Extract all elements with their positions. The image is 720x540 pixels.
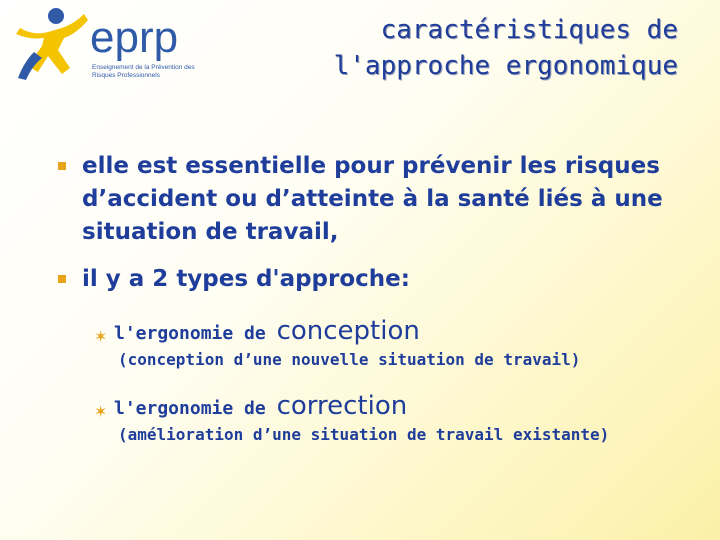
slide-title [334,12,678,84]
subbullet-detail: (conception d’une nouvelle situation de travail) [118,350,581,369]
subbullet-detail: (amélioration d’une situation de travail existante) [118,425,610,444]
star-bullet-icon: ✶ [94,402,108,421]
bullet-item [56,263,696,446]
star-bullet-icon: ✶ [94,327,108,346]
logo-wordmark: eprp [90,13,179,62]
subbullet-label: l'ergonomie de [114,398,277,419]
title-line-1: caractéristiques de [380,15,678,45]
bullet-list [56,150,696,460]
bullet-item [56,150,696,249]
bullet-text: elle est essentielle pour prévenir les risques d’accident ou d’atteinte à la santé liés à une situation de travail, [82,153,663,245]
bullet-text: il y a 2 types d'approche: [82,266,410,292]
subbullet-keyword: conception [276,316,420,346]
subbullet-item [56,391,696,446]
subbullet-keyword: correction [276,391,408,421]
square-bullet-icon [58,275,66,283]
subbullet-item [56,316,696,371]
figure-icon [14,6,90,86]
logo-subtitle: Enseignement de la Prévention des Risques Professionnels [92,64,195,79]
eprp-logo [14,6,210,90]
title-line-2: l'approche ergonomique [333,51,678,81]
subbullet-label: l'ergonomie de [114,323,277,344]
square-bullet-icon [58,162,66,170]
